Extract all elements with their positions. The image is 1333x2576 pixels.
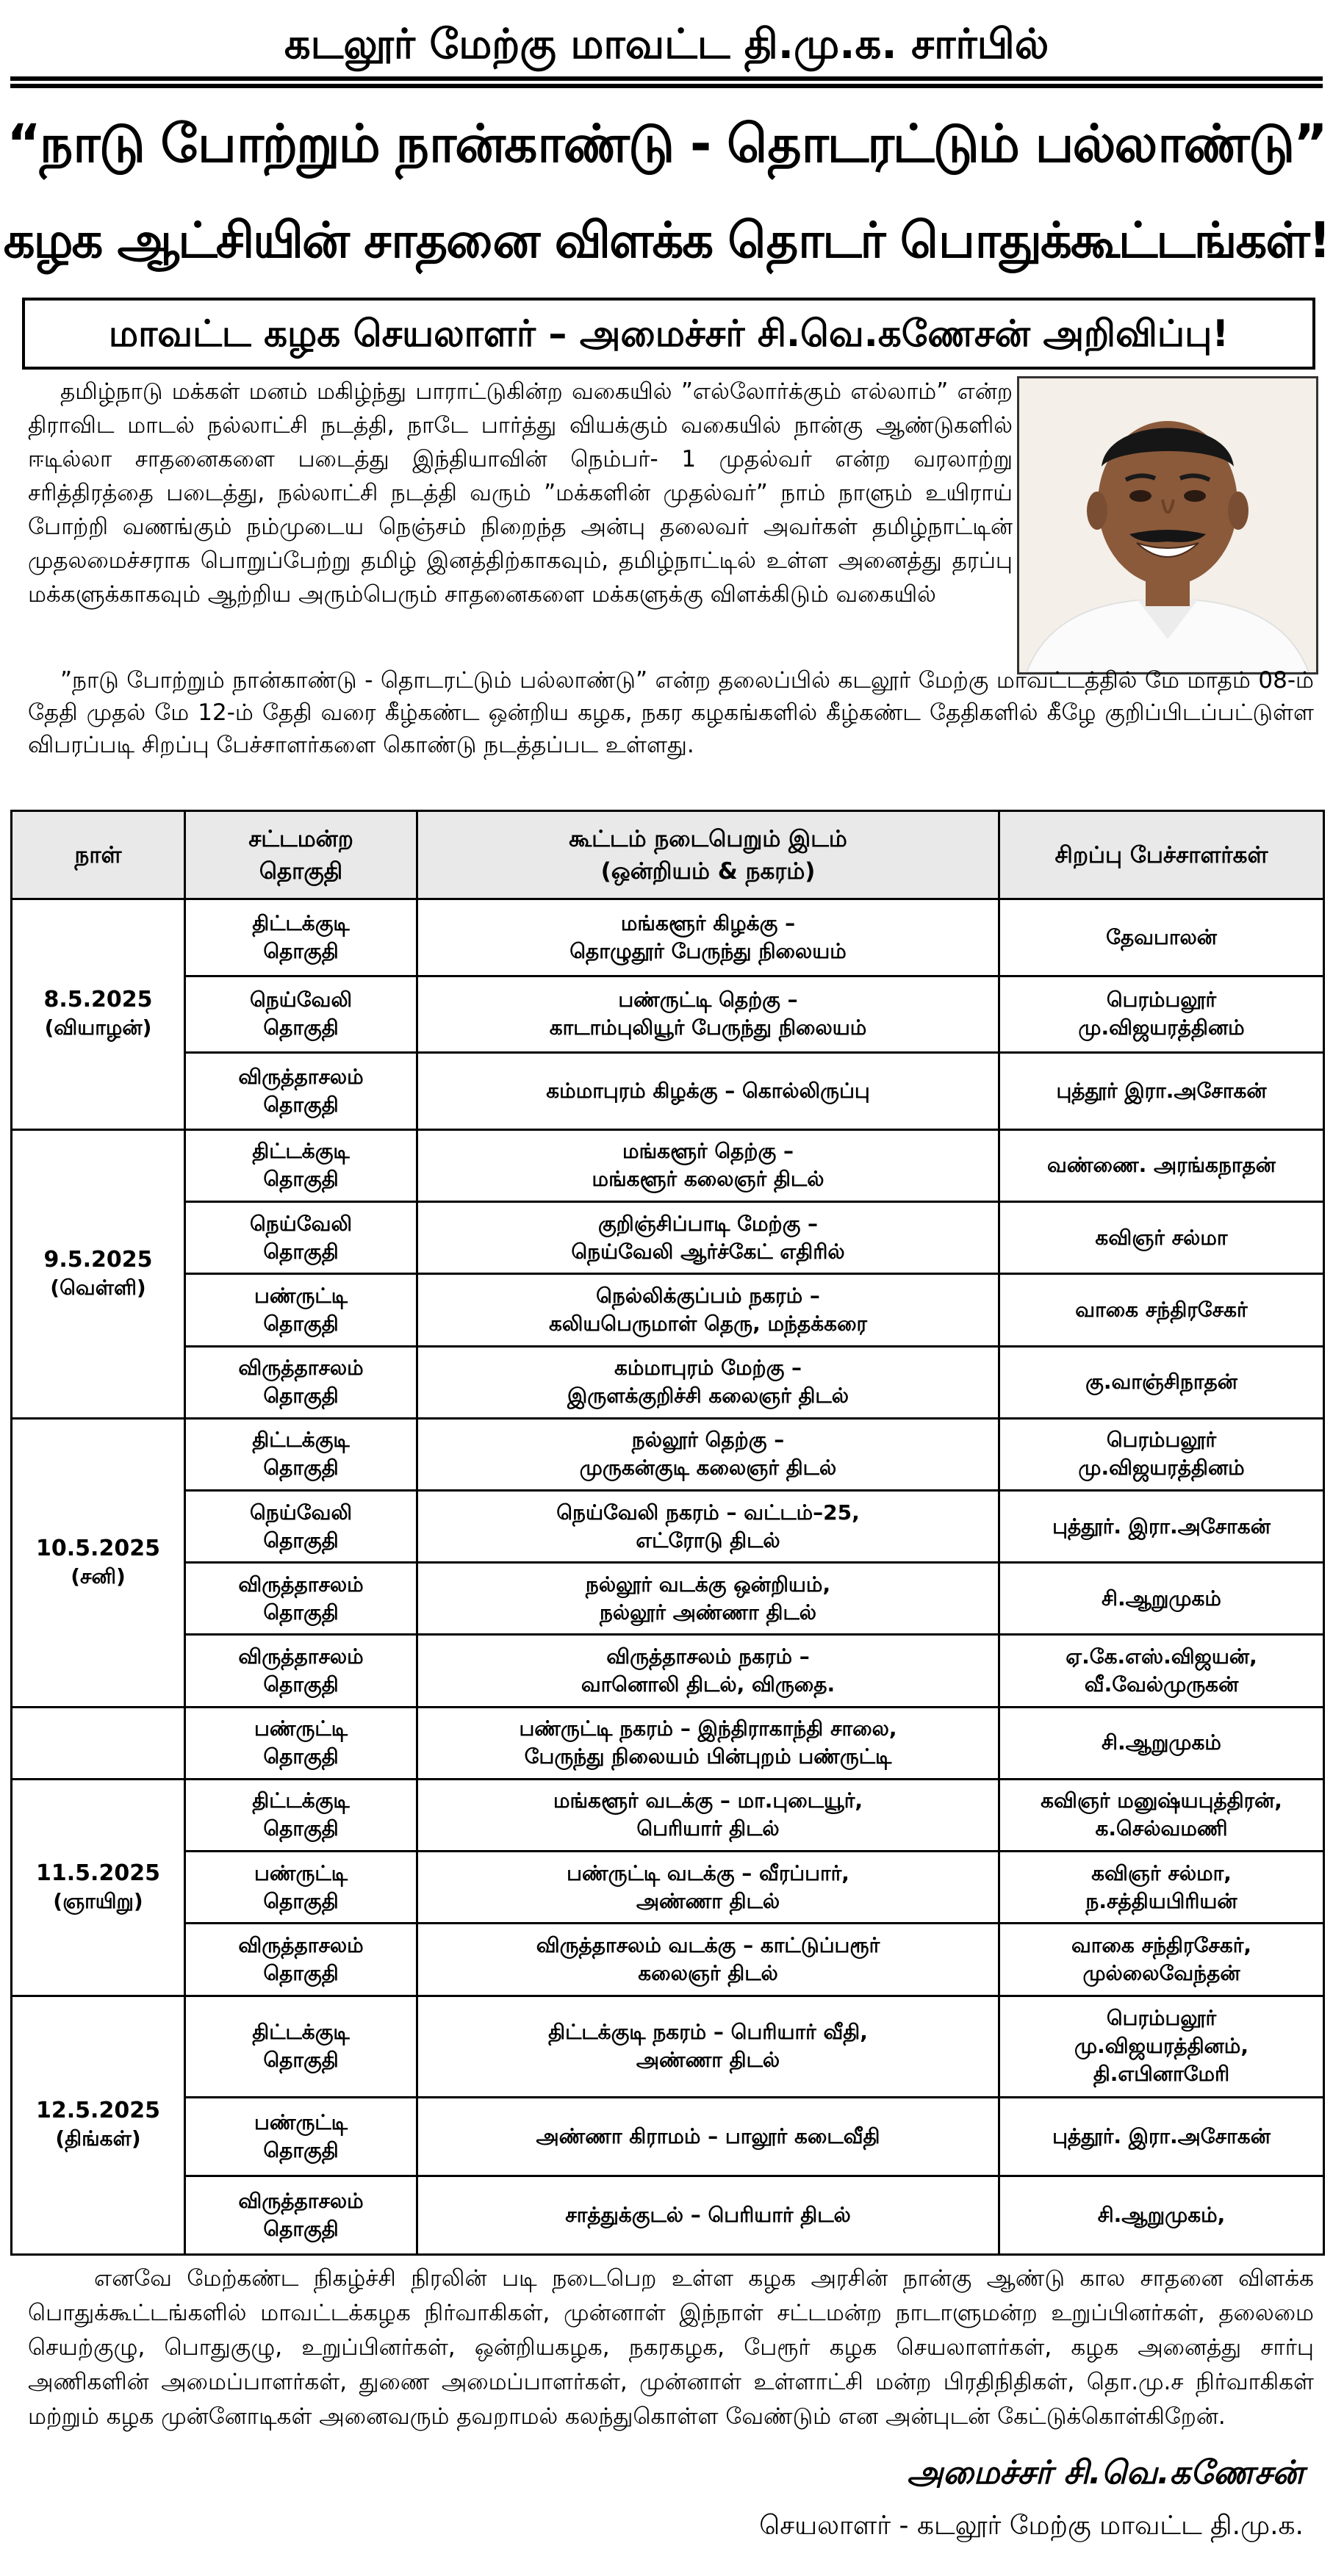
speakers-cell: [999, 1779, 1324, 1851]
intro-text: [28, 375, 1013, 611]
meeting-weekday: (வியாழன்): [44, 1015, 152, 1040]
table-row: [12, 1418, 1324, 1490]
constituency-cell-line: தொகுதி: [263, 2048, 339, 2073]
speakers-cell: [999, 1563, 1324, 1635]
table-row: [12, 1996, 1324, 2098]
table-row: [12, 1635, 1324, 1707]
speakers-cell: [999, 1274, 1324, 1346]
venue-cell: [417, 899, 999, 976]
meeting-weekday: (திங்கள்): [55, 2126, 141, 2151]
header-constituency: சட்டமன்ற தொகுதி: [185, 811, 417, 899]
speakers-cell-line: ஏ.கே.எஸ்.விஜயன்,: [1066, 1644, 1257, 1669]
venue-cell-line: மங்களூர் கிழக்கு –: [620, 910, 796, 935]
speakers-cell-line: கவிஞர் மனுஷ்யபுத்திரன்,: [1041, 1788, 1282, 1813]
speakers-cell-line: தேவபாலன்: [1106, 924, 1217, 949]
constituency-cell-line: நெய்வேலி: [250, 987, 352, 1012]
venue-cell: [417, 1852, 999, 1924]
header-date: நாள்: [12, 811, 185, 899]
constituency-cell: [185, 1053, 417, 1130]
constituency-cell-line: திட்டக்குடி: [252, 910, 350, 935]
speakers-cell-line: கு.வாஞ்சிநாதன்: [1085, 1370, 1237, 1395]
table-row: [12, 1274, 1324, 1346]
header-title: கழக ஆட்சியின் சாதனை விளக்க தொடர் பொதுக்கூட்டங்கள்!: [3, 212, 1330, 269]
speakers-cell-line: புத்தூர் இரா.அசோகன்: [1056, 1079, 1267, 1104]
table-row: [12, 1924, 1324, 1996]
table-row: [12, 1202, 1324, 1274]
venue-cell: [417, 1563, 999, 1635]
constituency-cell: [185, 1202, 417, 1274]
venue-cell: [417, 1053, 999, 1130]
venue-cell: [417, 1129, 999, 1201]
constituency-cell-line: தொகுதி: [263, 1888, 339, 1913]
constituency-cell: [185, 1129, 417, 1201]
venue-cell-line: குறிஞ்சிப்பாடி மேற்கு –: [597, 1211, 819, 1236]
constituency-cell-line: தொகுதி: [263, 1816, 339, 1841]
announcement-text: மாவட்ட கழக செயலாளர் – அமைச்சர் சி.வெ.கணேசன் அறிவிப்பு!: [108, 312, 1229, 355]
venue-cell-line: தொழுதூர் பேருந்து நிலையம்: [570, 938, 847, 963]
speakers-cell-line: வாகை சந்திரசேகர்,: [1071, 1932, 1251, 1957]
speakers-cell-line: பெரம்பலூர்: [1106, 2006, 1217, 2031]
table-row: [12, 2176, 1324, 2255]
venue-cell-line: மங்களூர் வடக்கு – மா.புடையூர்,: [553, 1788, 863, 1813]
venue-cell-line: மங்களூர் தெற்கு –: [622, 1139, 794, 1164]
constituency-cell-line: விருத்தாசலம்: [238, 1356, 364, 1381]
venue-cell: [417, 1490, 999, 1562]
constituency-cell-line: தொகுதி: [263, 1093, 339, 1118]
constituency-cell-line: பண்ருட்டி: [254, 1860, 348, 1885]
speakers-cell-line: புத்தூர். இரா.அசோகன்: [1052, 2124, 1271, 2149]
constituency-cell-line: நெய்வேலி: [250, 1500, 352, 1525]
venue-cell: [417, 1418, 999, 1490]
constituency-cell-line: தொகுதி: [263, 1744, 339, 1769]
constituency-cell: [185, 1563, 417, 1635]
speakers-cell: [999, 1202, 1324, 1274]
speakers-cell-line: வீ.வேல்முருகன்: [1084, 1672, 1239, 1697]
constituency-cell: [185, 1274, 417, 1346]
table-row: [12, 1707, 1324, 1779]
constituency-cell-line: நெய்வேலி: [250, 1211, 352, 1236]
intro-text-2: [28, 664, 1314, 761]
venue-cell: [417, 1202, 999, 1274]
constituency-cell-line: தொகுதி: [263, 1384, 339, 1408]
portrait-image: [1019, 378, 1316, 672]
venue-cell-line: பண்ருட்டி தெற்கு –: [618, 987, 798, 1012]
speakers-cell-line: கவிஞர் சல்மா: [1095, 1225, 1228, 1250]
date-cell: [12, 1707, 185, 1779]
constituency-cell: [185, 976, 417, 1053]
meeting-date: 10.5.2025: [36, 1535, 160, 1561]
constituency-cell: [185, 1346, 417, 1418]
header-district-line: கடலூர் மேற்கு மாவட்ட தி.மு.க. சார்பில்: [284, 21, 1049, 68]
constituency-cell-line: தொகுதி: [263, 1311, 339, 1336]
date-cell: [12, 1129, 185, 1418]
constituency-cell-line: பண்ருட்டி: [254, 2110, 348, 2135]
speakers-cell-line: கவிஞர் சல்மா,: [1091, 1860, 1232, 1885]
venue-cell-line: நல்லூர் வடக்கு ஒன்றியம்,: [585, 1572, 831, 1597]
table-row: [12, 1563, 1324, 1635]
portrait-photo: [1017, 376, 1318, 674]
constituency-cell-line: திட்டக்குடி: [252, 2020, 350, 2045]
date-cell: [12, 899, 185, 1130]
venue-cell: [417, 2098, 999, 2176]
constituency-cell-line: திட்டக்குடி: [252, 1788, 350, 1813]
speakers-cell-line: தி.எபினாமேரி: [1093, 2062, 1230, 2087]
venue-cell-line: பேருந்து நிலையம் பின்புறம் பண்ருட்டி: [524, 1744, 892, 1769]
speakers-cell: [999, 976, 1324, 1053]
speakers-cell: [999, 1635, 1324, 1707]
constituency-cell: [185, 1852, 417, 1924]
meeting-date: 8.5.2025: [43, 987, 153, 1013]
constituency-cell: [185, 1490, 417, 1562]
venue-cell: [417, 2176, 999, 2255]
speakers-cell-line: சி.ஆறுமுகம்: [1102, 1730, 1221, 1755]
constituency-cell-line: தொகுதி: [263, 2217, 339, 2242]
constituency-cell-line: விருத்தாசலம்: [238, 2189, 364, 2214]
venue-cell-line: அண்ணா திடல்: [636, 2048, 780, 2073]
table-row: [12, 899, 1324, 976]
meeting-date: 9.5.2025: [43, 1246, 153, 1273]
header-venue: கூட்டம் நடைபெறும் இடம் (ஒன்றியம் & நகரம்): [417, 811, 999, 899]
constituency-cell-line: தொகுதி: [263, 938, 339, 963]
speakers-cell-line: பெரம்பலூர்: [1106, 1428, 1217, 1453]
constituency-cell: [185, 1635, 417, 1707]
venue-cell: [417, 1274, 999, 1346]
venue-cell-line: சாத்துக்குடல் – பெரியார் திடல்: [565, 2203, 851, 2228]
venue-cell-line: கம்மாபுரம் மேற்கு –: [614, 1356, 802, 1381]
date-cell: [12, 1996, 185, 2255]
table-row: [12, 1779, 1324, 1851]
constituency-cell: [185, 2098, 417, 2176]
table-body: [12, 899, 1324, 2255]
constituency-cell: [185, 1707, 417, 1779]
constituency-cell-line: தொகுதி: [263, 1239, 339, 1264]
constituency-cell-line: தொகுதி: [263, 1456, 339, 1481]
speakers-cell: [999, 2176, 1324, 2255]
speakers-cell-line: ந.சத்தியபிரியன்: [1085, 1888, 1237, 1913]
table-row: [12, 1129, 1324, 1201]
constituency-cell-line: தொகுதி: [263, 1600, 339, 1625]
meeting-weekday: (ஞாயிறு): [53, 1888, 143, 1913]
constituency-cell-line: பண்ருட்டி: [254, 1283, 348, 1308]
speakers-cell: [999, 1418, 1324, 1490]
constituency-cell-line: திட்டக்குடி: [252, 1139, 350, 1164]
speakers-cell-line: சி.ஆறுமுகம்: [1102, 1586, 1221, 1611]
constituency-cell-line: விருத்தாசலம்: [238, 1572, 364, 1597]
venue-cell: [417, 1635, 999, 1707]
table-row: [12, 1053, 1324, 1130]
announcement-box: [22, 298, 1315, 370]
venue-cell-line: பண்ருட்டி நகரம் – இந்திராகாந்தி சாலை,: [519, 1716, 897, 1741]
constituency-cell-line: பண்ருட்டி: [254, 1716, 348, 1741]
venue-cell-line: இருளக்குறிச்சி கலைஞர் திடல்: [567, 1384, 849, 1408]
constituency-cell-line: தொகுதி: [263, 1528, 339, 1553]
venue-cell-line: நல்லூர் தெற்கு –: [631, 1428, 785, 1453]
constituency-cell-line: விருத்தாசலம்: [238, 1065, 364, 1090]
speakers-cell-line: மு.விஜயரத்தினம்: [1078, 1456, 1245, 1481]
signature-role: செயலாளர் - கடலூர் மேற்கு மாவட்ட தி.மு.க.: [759, 2511, 1304, 2541]
speakers-cell: [999, 1924, 1324, 1996]
speakers-cell: [999, 1996, 1324, 2098]
venue-cell-line: கலைஞர் திடல்: [638, 1960, 778, 1985]
speakers-cell: [999, 2098, 1324, 2176]
constituency-cell: [185, 1779, 417, 1851]
constituency-cell-line: தொகுதி: [263, 2138, 339, 2163]
venue-cell-line: மங்களூர் கலைஞர் திடல்: [592, 1167, 824, 1192]
meeting-weekday: (வெள்ளி): [50, 1275, 146, 1300]
header-rule-1: [10, 76, 1323, 81]
constituency-cell-line: திட்டக்குடி: [252, 1428, 350, 1453]
meeting-date: 11.5.2025: [36, 1860, 160, 1886]
venue-cell-line: அண்ணா திடல்: [636, 1888, 780, 1913]
table-row: [12, 1852, 1324, 1924]
closing-paragraph: எனவே மேற்கண்ட நிகழ்ச்சி நிரலின் படி நடைபெற உள்ள கழக அரசின் நான்கு ஆண்டு கால சாதனை விளக்க பொதுக்கூட்டங்களில் மாவட்டக்கழக நிர்வாகிகள், முன்னாள் இந்நாள் சட்டமன்ற நாடாளுமன்ற உறுப்பினர்கள், தலைமை செயற்குழு, பொதுகுழு, உறுப்பினர்கள், ஒன்றியகழக, நகரகழக, பேரூர் கழக செயலாளர்கள், கழக அனைத்து சார்பு அணிகளின் அமைப்பாளர்கள், துணை அமைப்பாளர்கள், முன்னாள் உள்ளாட்சி மன்ற பிரதிநிதிகள், தொ.மு.ச நிர்வாகிகள் மற்றும் கழக முன்னோடிகள் அனைவரும் தவறாமல் கலந்துகொள்ள வேண்டும் என அன்புடன் கேட்டுக்கொள்கிறேன்.: [28, 2265, 1314, 2430]
venue-cell-line: திட்டக்குடி நகரம் – பெரியார் வீதி,: [548, 2020, 868, 2045]
constituency-cell: [185, 899, 417, 976]
venue-cell-line: வானொலி திடல், விருதை.: [581, 1672, 836, 1697]
venue-cell: [417, 976, 999, 1053]
constituency-cell-line: விருத்தாசலம்: [238, 1932, 364, 1957]
constituency-cell-line: தொகுதி: [263, 1167, 339, 1192]
speakers-cell-line: மு.விஜயரத்தினம்: [1078, 1015, 1245, 1040]
table-row: [12, 2098, 1324, 2176]
speakers-cell-line: புத்தூர். இரா.அசோகன்: [1052, 1514, 1271, 1539]
constituency-cell: [185, 1924, 417, 1996]
constituency-cell-line: தொகுதி: [263, 1015, 339, 1040]
speakers-cell-line: பெரம்பலூர்: [1106, 987, 1217, 1012]
signature-name: அமைச்சர் சி.வெ.கணேசன்: [907, 2454, 1304, 2492]
constituency-cell: [185, 1996, 417, 2098]
venue-cell: [417, 1924, 999, 1996]
speakers-cell-line: வண்ணை. அரங்கநாதன்: [1047, 1153, 1276, 1178]
venue-cell: [417, 1996, 999, 2098]
speakers-cell: [999, 1346, 1324, 1418]
venue-cell-line: நெய்வேலி ஆர்ச்கேட் எதிரில்: [571, 1239, 845, 1264]
venue-cell: [417, 1779, 999, 1851]
speakers-cell-line: க.செல்வமணி: [1095, 1816, 1228, 1841]
header-slogan: “நாடு போற்றும் நான்காண்டு - தொடரட்டும் பல்லாண்டு”: [7, 113, 1326, 174]
speakers-cell: [999, 1707, 1324, 1779]
speakers-cell-line: முல்லைவேந்தன்: [1082, 1960, 1240, 1985]
table-header-row: [12, 811, 1324, 899]
venue-cell-line: கலியபெருமாள் தெரு, மந்தக்கரை: [548, 1311, 868, 1336]
venue-cell-line: கம்மாபுரம் கிழக்கு – கொல்லிருப்பு: [546, 1079, 870, 1104]
speakers-cell: [999, 1852, 1324, 1924]
intro-paragraph-1: தமிழ்நாடு மக்கள் மனம் மகிழ்ந்து பாராட்டுகின்ற வகையில் ”எல்லோர்க்கும் எல்லாம்” என்ற திராவிட மாடல் நல்லாட்சி நடத்தி, நாடே பார்த்து வியக்கும் வகையில் நான்கு ஆண்டுகளில் ஈடில்லா சாதனைகளை படைத்து இந்தியாவின் நெம்பர்- 1 முதல்வர் என்ற வரலாற்று சரித்திரத்தை படைத்து, நல்லாட்சி நடத்தி வரும் ”மக்களின் முதல்வர்” நாம் நாளும் உயிராய் போற்றி வணங்கும் நம்முடைய நெஞ்சம் நிறைந்த அன்பு தலைவர் அவர்கள் தமிழ்நாட்டின் முதலமைச்சராக பொறுப்பேற்று தமிழ் இனத்திற்காகவும், தமிழ்நாட்டில் உள்ள அனைத்து தரப்பு மக்களுக்காகவும் ஆற்றிய அரும்பெரும் சாதனைகளை மக்களுக்கு விளக்கிடும் வகையில்: [28, 378, 1013, 608]
venue-cell-line: முருகன்குடி கலைஞர் திடல்: [579, 1456, 837, 1481]
speakers-cell: [999, 1490, 1324, 1562]
venue-cell-line: விருத்தாசலம் வடக்கு – காட்டுப்பரூர்: [536, 1932, 880, 1957]
closing-text: [28, 2262, 1314, 2434]
venue-cell-line: பெரியார் திடல்: [636, 1816, 780, 1841]
constituency-cell: [185, 2176, 417, 2255]
header-speakers: சிறப்பு பேச்சாளர்கள்: [999, 811, 1324, 899]
venue-cell-line: காடாம்புலியூர் பேருந்து நிலையம்: [549, 1015, 867, 1040]
meeting-schedule-table: [10, 810, 1325, 2256]
venue-cell-line: நல்லூர் அண்ணா திடல்: [599, 1600, 817, 1625]
date-cell: [12, 1418, 185, 1707]
venue-cell-line: அண்ணா கிராமம் – பாலூர் கடைவீதி: [536, 2124, 880, 2149]
table-row: [12, 1346, 1324, 1418]
table-row: [12, 1490, 1324, 1562]
venue-cell: [417, 1707, 999, 1779]
venue-cell-line: எட்ரோடு திடல்: [636, 1528, 780, 1553]
venue-cell-line: பண்ருட்டி வடக்கு – வீரப்பார்,: [567, 1860, 849, 1885]
venue-cell: [417, 1346, 999, 1418]
table-row: [12, 976, 1324, 1053]
speakers-cell: [999, 1129, 1324, 1201]
speakers-cell-line: மு.விஜயரத்தினம்,: [1074, 2034, 1248, 2059]
intro-paragraph-2: ”நாடு போற்றும் நான்காண்டு - தொடரட்டும் பல்லாண்டு” என்ற தலைப்பில் கடலூர் மேற்கு மாவட்டத்தில் மே மாதம் 08-ம் தேதி முதல் மே 12-ம் தேதி வரை கீழ்கண்ட ஒன்றிய கழக, நகர கழகங்களில் கீழ்கண்ட தேதிகளில் கீழே குறிப்பிடப்பட்டுள்ள விபரப்படி சிறப்பு பேச்சாளர்களை கொண்டு நடத்தப்பட உள்ளது.: [28, 667, 1314, 758]
speakers-cell-line: வாகை சந்திரசேகர்: [1075, 1297, 1248, 1322]
venue-cell-line: நெல்லிக்குப்பம் நகரம் –: [596, 1283, 820, 1308]
meeting-date: 12.5.2025: [36, 2098, 160, 2124]
constituency-cell-line: தொகுதி: [263, 1960, 339, 1985]
header-rule-2: [10, 84, 1323, 88]
speakers-cell: [999, 899, 1324, 976]
speakers-cell-line: சி.ஆறுமுகம்,: [1097, 2203, 1226, 2228]
venue-cell-line: நெய்வேலி நகரம் – வட்டம்–25,: [556, 1500, 860, 1525]
constituency-cell: [185, 1418, 417, 1490]
venue-cell-line: விருத்தாசலம் நகரம் –: [606, 1644, 810, 1669]
constituency-cell-line: விருத்தாசலம்: [238, 1644, 364, 1669]
constituency-cell-line: தொகுதி: [263, 1672, 339, 1697]
meeting-weekday: (சனி): [71, 1564, 126, 1589]
date-cell: [12, 1779, 185, 1996]
speakers-cell: [999, 1053, 1324, 1130]
